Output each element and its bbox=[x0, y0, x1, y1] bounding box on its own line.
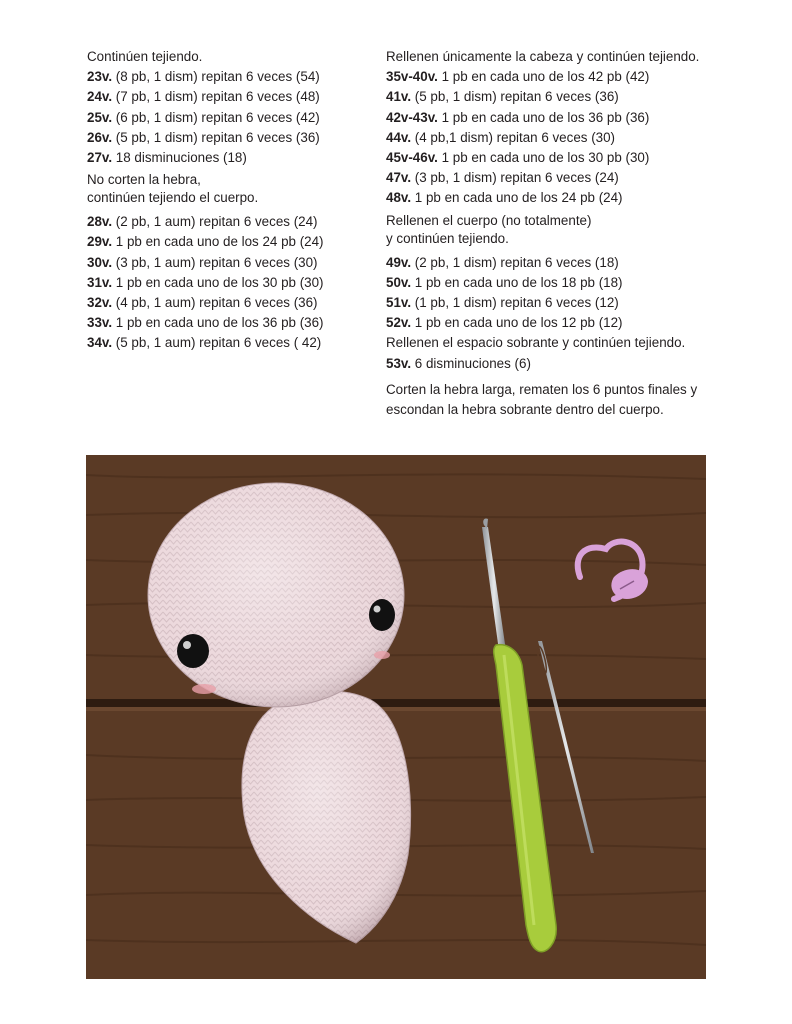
fill-note: Rellenen el espacio sobrante y continúen tejiendo. bbox=[386, 335, 686, 351]
round-list-a bbox=[386, 67, 756, 208]
round-list-b bbox=[87, 212, 377, 353]
round-label: 47v. bbox=[386, 170, 412, 186]
round-text: 6 disminuciones (6) bbox=[411, 355, 531, 371]
round-line bbox=[87, 273, 377, 293]
round-text: (6 pb, 1 dism) repitan 6 veces (42) bbox=[112, 109, 320, 125]
left-eye bbox=[177, 634, 209, 668]
round-label: 27v. bbox=[87, 150, 113, 166]
right-cheek-blush bbox=[374, 651, 390, 659]
round-label: 23v. bbox=[87, 69, 113, 85]
amigurumi-illustration bbox=[86, 455, 706, 979]
right-eye bbox=[369, 599, 395, 631]
round-text: (2 pb, 1 dism) repitan 6 veces (18) bbox=[411, 254, 619, 270]
round-list-a bbox=[87, 67, 377, 168]
round-label: 28v. bbox=[87, 214, 113, 230]
round-line bbox=[386, 188, 756, 208]
round-line bbox=[386, 354, 756, 374]
round-label: 52v. bbox=[386, 315, 412, 331]
round-label: 33v. bbox=[87, 315, 113, 331]
instruction-note bbox=[87, 171, 377, 207]
round-text: 1 pb en cada uno de los 18 pb (18) bbox=[411, 274, 623, 290]
note-line: Corten la hebra larga, rematen los 6 puntos finales y bbox=[386, 381, 698, 397]
note-line: y continúen tejiendo. bbox=[386, 230, 509, 246]
round-label: 50v. bbox=[386, 274, 412, 290]
round-text: (4 pb, 1 aum) repitan 6 veces (36) bbox=[112, 295, 318, 311]
round-line bbox=[386, 253, 756, 273]
note-line: escondan la hebra sobrante dentro del cuerpo. bbox=[386, 401, 664, 417]
round-text: 1 pb en cada uno de los 24 pb (24) bbox=[112, 234, 324, 250]
intro-text: Rellenen únicamente la cabeza y continúen tejiendo. bbox=[386, 49, 700, 64]
round-text: (5 pb, 1 aum) repitan 6 veces ( 42) bbox=[112, 335, 322, 351]
round-line bbox=[87, 108, 377, 128]
round-label: 42v-43v. bbox=[386, 109, 438, 125]
round-label: 29v. bbox=[87, 234, 113, 250]
round-text: (1 pb, 1 dism) repitan 6 veces (12) bbox=[411, 295, 619, 311]
instruction-note bbox=[386, 212, 756, 248]
round-line bbox=[87, 212, 377, 232]
round-line bbox=[386, 67, 756, 87]
round-line bbox=[87, 67, 377, 87]
left-instructions-column bbox=[87, 47, 377, 354]
round-label: 49v. bbox=[386, 254, 412, 270]
right-eye-highlight bbox=[374, 606, 381, 613]
round-text: 1 pb en cada uno de los 42 pb (42) bbox=[437, 69, 650, 85]
round-line bbox=[87, 232, 377, 252]
round-label: 24v. bbox=[87, 89, 113, 105]
round-line bbox=[386, 108, 756, 128]
right-instructions-column bbox=[386, 47, 756, 420]
left-cheek-blush bbox=[192, 684, 216, 694]
round-line bbox=[87, 293, 377, 313]
round-label: 48v. bbox=[386, 190, 412, 206]
head-shading bbox=[148, 483, 404, 707]
round-text: 1 pb en cada uno de los 36 pb (36) bbox=[112, 315, 324, 331]
round-line bbox=[87, 253, 377, 273]
round-label: 51v. bbox=[386, 295, 412, 311]
round-label: 25v. bbox=[87, 109, 113, 125]
left-eye-highlight bbox=[183, 641, 191, 649]
round-label: 44v. bbox=[386, 129, 412, 145]
round-text: 1 pb en cada uno de los 12 pb (12) bbox=[411, 315, 623, 331]
round-line bbox=[87, 313, 377, 333]
round-text: (2 pb, 1 aum) repitan 6 veces (24) bbox=[112, 214, 318, 230]
round-text: 1 pb en cada uno de los 30 pb (30) bbox=[437, 150, 650, 166]
round-label: 41v. bbox=[386, 89, 412, 105]
round-label: 45v-46v. bbox=[386, 150, 438, 166]
round-text: (5 pb, 1 dism) repitan 6 veces (36) bbox=[411, 89, 619, 105]
round-text: 18 disminuciones (18) bbox=[112, 150, 247, 166]
round-text: (5 pb, 1 dism) repitan 6 veces (36) bbox=[112, 129, 320, 145]
note-line: Rellenen el cuerpo (no totalmente) bbox=[386, 212, 592, 228]
round-label: 34v. bbox=[87, 335, 113, 351]
plank-seam bbox=[86, 699, 706, 707]
round-text: 1 pb en cada uno de los 24 pb (24) bbox=[411, 190, 623, 206]
round-label: 32v. bbox=[87, 295, 113, 311]
round-label: 31v. bbox=[87, 274, 113, 290]
round-list-b bbox=[386, 253, 756, 334]
intro-text: Continúen tejiendo. bbox=[87, 49, 203, 64]
round-label: 26v. bbox=[87, 129, 113, 145]
round-text: 1 pb en cada uno de los 30 pb (30) bbox=[112, 274, 324, 290]
note-line: No corten la hebra, bbox=[87, 172, 201, 188]
note-line: continúen tejiendo el cuerpo. bbox=[87, 190, 259, 206]
round-line bbox=[386, 273, 756, 293]
finishing-note bbox=[386, 380, 756, 420]
round-line bbox=[386, 168, 756, 188]
round-line bbox=[386, 87, 756, 107]
round-text: 1 pb en cada uno de los 36 pb (36) bbox=[437, 109, 650, 125]
round-line bbox=[386, 313, 756, 333]
round-label: 30v. bbox=[87, 254, 113, 270]
round-line bbox=[87, 87, 377, 107]
round-line bbox=[87, 128, 377, 148]
round-text: (3 pb, 1 aum) repitan 6 veces (30) bbox=[112, 254, 318, 270]
plank-edge bbox=[86, 707, 706, 711]
round-line bbox=[87, 148, 377, 168]
round-label: 35v-40v. bbox=[386, 69, 438, 85]
amigurumi-photo bbox=[86, 455, 706, 979]
round-text: (3 pb, 1 dism) repitan 6 veces (24) bbox=[411, 170, 619, 186]
round-line bbox=[386, 148, 756, 168]
round-label: 53v. bbox=[386, 355, 412, 371]
round-line bbox=[386, 293, 756, 313]
round-line bbox=[87, 333, 377, 353]
round-text: (4 pb,1 dism) repitan 6 veces (30) bbox=[411, 129, 616, 145]
round-text: (7 pb, 1 dism) repitan 6 veces (48) bbox=[112, 89, 320, 105]
round-text: (8 pb, 1 dism) repitan 6 veces (54) bbox=[112, 69, 320, 85]
round-line bbox=[386, 128, 756, 148]
